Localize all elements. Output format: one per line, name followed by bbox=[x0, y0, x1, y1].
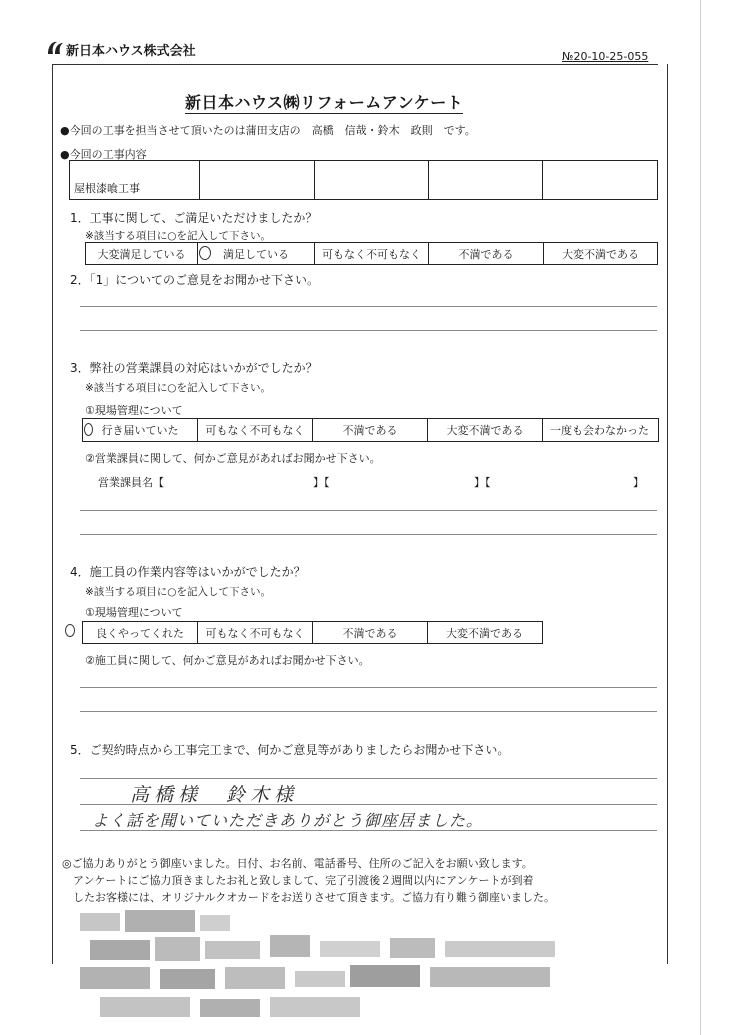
q4-option-3[interactable]: 不満である bbox=[312, 622, 427, 643]
q4-answer-line-1 bbox=[80, 687, 657, 688]
footer-line-2: アンケートにご協力頂きましたお礼と致しまして、完了引渡後２週間以内にアンケートが到着 bbox=[73, 874, 534, 887]
q2-answer-line-1 bbox=[80, 306, 657, 307]
q3-answer-line-1 bbox=[80, 510, 657, 511]
q1-option-4[interactable]: 不満である bbox=[428, 243, 543, 264]
q3-option-2[interactable]: 可もなく不可もなく bbox=[197, 419, 312, 441]
document-number: №20-10-25-055 bbox=[562, 50, 649, 63]
q1-question: 1．工事に関して、ご満足いただけましたか？ bbox=[70, 211, 318, 225]
q1-options-table bbox=[85, 242, 658, 265]
q1-option-3[interactable]: 可もなく不可もなく bbox=[314, 243, 428, 264]
work-cell-2 bbox=[199, 161, 314, 199]
q3-options-table bbox=[82, 418, 659, 442]
q2-answer-line-2 bbox=[80, 330, 657, 331]
q3-option-1[interactable]: 行き届いていた bbox=[101, 424, 179, 437]
q5-answer-line-1 bbox=[80, 778, 657, 779]
work-label: ●今回の工事内容 bbox=[60, 148, 147, 161]
company-name: 新日本ハウス株式会社 bbox=[66, 44, 196, 59]
page-edge bbox=[700, 0, 701, 1035]
staff-name-label: 営業課員名【 bbox=[98, 476, 164, 489]
redacted-personal-info bbox=[70, 905, 660, 1025]
footer-line-3: したお客様には、オリジナルクオカードをお送りさせて頂きます。ご協力有り難う御座いました。 bbox=[73, 891, 556, 904]
q3-option-4[interactable]: 大変不満である bbox=[427, 419, 542, 441]
q4-sub1: ①現場管理について bbox=[85, 606, 183, 619]
q3-instruction: ※該当する項目に○を記入して下さい。 bbox=[85, 382, 271, 394]
survey-title: 新日本ハウス㈱リフォームアンケート bbox=[185, 90, 463, 114]
work-content-table bbox=[69, 160, 658, 200]
work-cell-3 bbox=[314, 161, 428, 199]
q1-option-2[interactable]: 満足している bbox=[197, 243, 314, 264]
q4-option-4[interactable]: 大変不満である bbox=[427, 622, 541, 643]
q1-option-5[interactable]: 大変不満である bbox=[543, 243, 657, 264]
frame-right bbox=[667, 64, 668, 964]
logo-icon bbox=[45, 38, 65, 58]
q2-question: 2．「1」についてのご意見をお聞かせ下さい。 bbox=[70, 273, 320, 287]
work-cell-1 bbox=[70, 161, 199, 199]
handwritten-comment: よく話を聞いていただきありがとう御座居ました。 bbox=[92, 811, 484, 830]
handwritten-names: 高橋様 鈴木様 bbox=[130, 784, 299, 806]
staff-bracket-2: 】【 bbox=[474, 476, 491, 489]
q4-question: 4．施工員の作業内容等はいかがでしたか？ bbox=[70, 565, 306, 579]
q1-instruction: ※該当する項目に○を記入して下さい。 bbox=[85, 230, 271, 242]
q3-option-5[interactable]: 一度も会わなかった bbox=[542, 419, 656, 441]
q3-question: 3．弊社の営業課員の対応はいかがでしたか？ bbox=[70, 361, 318, 375]
q1-option-1[interactable]: 大変満足している bbox=[97, 247, 186, 261]
intro-line: ●今回の工事を担当させて頂いたのは蒲田支店の 高橋 信哉・鈴木 政則 です。 bbox=[60, 124, 476, 137]
staff-bracket-3: 】 bbox=[633, 476, 644, 489]
q4-option-2[interactable]: 可もなく不可もなく bbox=[197, 622, 312, 643]
q3-sub1: ①現場管理について bbox=[85, 404, 183, 417]
q4-sub2: ②施工員に関して、何かご意見があればお聞かせ下さい。 bbox=[85, 654, 370, 667]
q4-option-1[interactable]: 良くやってくれた bbox=[96, 626, 184, 640]
q5-question: 5．ご契約時点から工事完工まで、何かご意見等がありましたらお聞かせ下さい。 bbox=[70, 743, 510, 757]
staff-bracket-1: 】【 bbox=[313, 476, 330, 489]
company-logo bbox=[45, 38, 65, 58]
q3-option-3[interactable]: 不満である bbox=[312, 419, 427, 441]
q4-answer-line-2 bbox=[80, 711, 657, 712]
work-item: 屋根漆喰工事 bbox=[74, 182, 140, 195]
q4-instruction: ※該当する項目に○を記入して下さい。 bbox=[85, 586, 271, 598]
work-cell-5 bbox=[542, 161, 657, 199]
work-cell-4 bbox=[428, 161, 542, 199]
q4-options-table bbox=[82, 621, 543, 644]
q3-sub2: ②営業課員に関して、何かご意見があればお聞かせ下さい。 bbox=[85, 452, 381, 465]
header-rule bbox=[52, 64, 658, 65]
q3-answer-line-2 bbox=[80, 534, 657, 535]
q1-circle-mark bbox=[199, 246, 211, 260]
q3-circle-mark bbox=[84, 423, 93, 436]
q4-circle-mark bbox=[65, 624, 75, 637]
frame-left bbox=[52, 64, 53, 964]
footer-line-1: ◎ご協力ありがとう御座いました。日付、お名前、電話番号、住所のご記入をお願い致します。 bbox=[62, 857, 533, 870]
